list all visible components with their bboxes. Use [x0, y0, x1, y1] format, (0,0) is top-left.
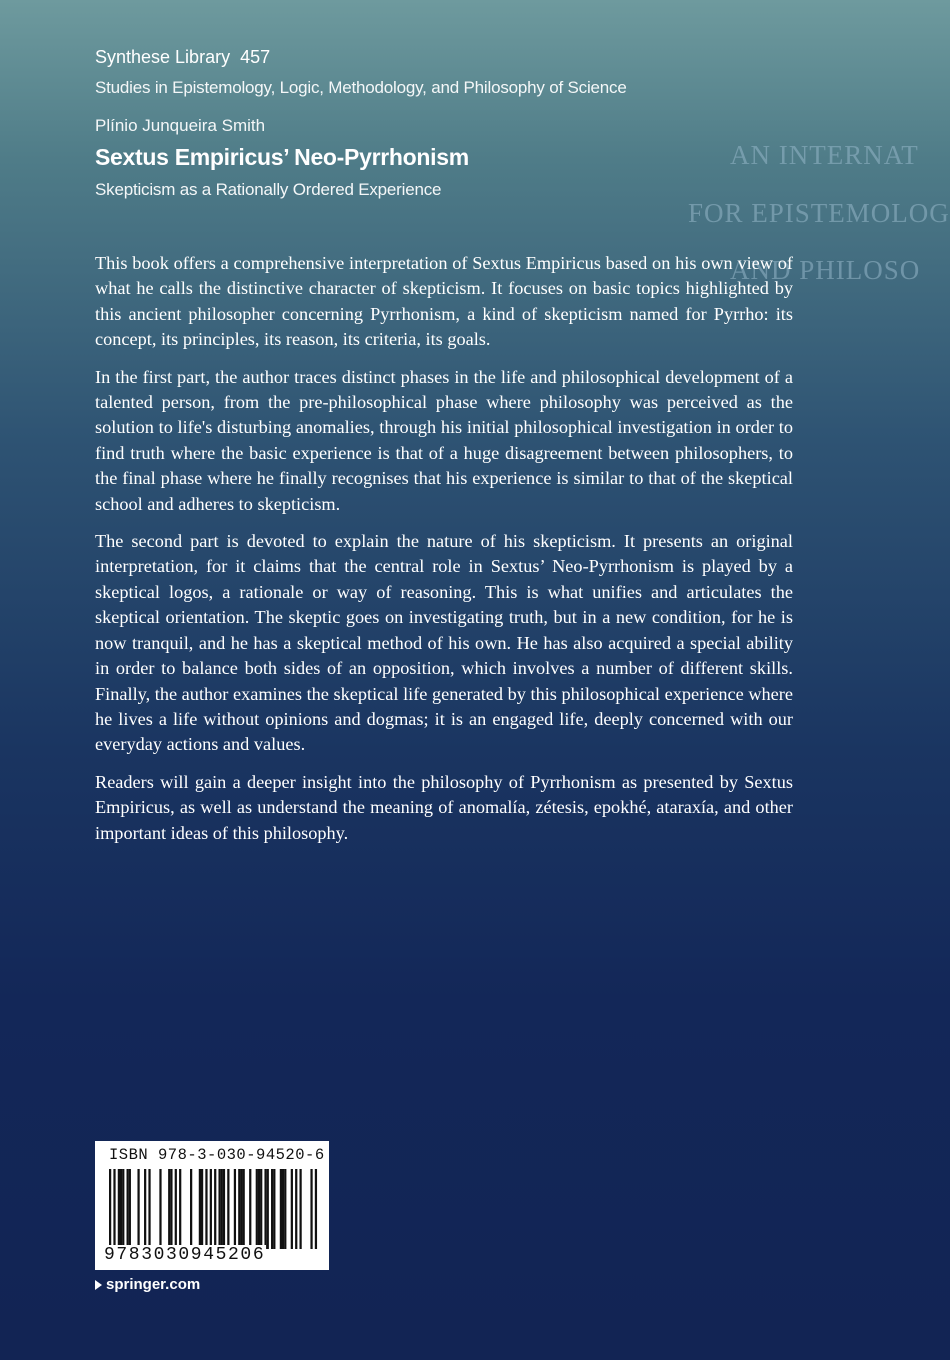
barcode-bar [199, 1169, 201, 1249]
barcode-bar [243, 1169, 245, 1249]
barcode-bar [291, 1169, 293, 1249]
barcode-bar [223, 1169, 225, 1249]
barcode-bar [175, 1169, 177, 1249]
barcode-bar [109, 1169, 111, 1249]
barcode-bar [258, 1169, 260, 1249]
barcode-bar [113, 1169, 115, 1249]
watermark-line-2: FOR EPISTEMOLOG [688, 198, 950, 228]
blurb-paragraph: In the first part, the author traces distinct phases in the life and philosophical development of a talented person, from the pre-philosophical phase where philosophy was perceived as the solution to life's disturbing anomalies, through his initial philosophical investigation in order to find truth where the basic experience is that of a huge disagreement between philosophers, to the final phase where he finally recognises that his experience is similar to that of the skeptical school and adheres to skepticism. [95, 366, 793, 514]
barcode-bar [227, 1169, 229, 1249]
barcode-bar [260, 1169, 262, 1249]
barcode-bars [109, 1169, 317, 1249]
barcode-bar [218, 1169, 220, 1249]
barcode-bar [249, 1169, 251, 1249]
barcode-bar [310, 1169, 312, 1249]
book-subtitle: Skepticism as a Rationally Ordered Experience [95, 180, 442, 199]
barcode-bar [201, 1169, 203, 1249]
barcode-bar [273, 1169, 275, 1249]
blurb-paragraph: This book offers a comprehensive interpretation of Sextus Empiricus based on his own view of what he calls the distinctive character of skepticism. It focuses on basic topics highlighted by this ancient philosopher concerning Pyrrhonism, a kind of skepticism named for Pyrrho: its concept, its principles, its reason, its criteria, its goals. [95, 253, 793, 350]
series-name: Synthese Library [95, 47, 231, 67]
barcode-bar [299, 1169, 301, 1249]
barcode-bar [168, 1169, 170, 1249]
series-number: 457 [240, 47, 271, 67]
barcode-bar [118, 1169, 120, 1249]
barcode-bar [267, 1169, 269, 1249]
series-subtitle: Studies in Epistemology, Logic, Methodology, and Philosophy of Science [95, 78, 627, 97]
barcode-bar [127, 1169, 129, 1249]
barcode-bar [284, 1169, 286, 1249]
barcode-bar [137, 1169, 139, 1249]
barcode-bar [210, 1169, 212, 1249]
blurb [95, 251, 793, 858]
barcode-bar [144, 1169, 146, 1249]
barcode-bar [234, 1169, 236, 1249]
barcode-bar [129, 1169, 131, 1249]
barcode-bar [221, 1169, 223, 1249]
barcode-bar [271, 1169, 273, 1249]
barcode-bar [179, 1169, 181, 1249]
barcode-bar [295, 1169, 297, 1249]
watermark-line-3: AND PHILOSO [730, 255, 921, 285]
barcode-bar [170, 1169, 172, 1249]
barcode-bar [205, 1169, 207, 1249]
publisher-link[interactable] [95, 1276, 200, 1293]
blurb-paragraph: Readers will gain a deeper insight into the philosophy of Pyrrhonism as presented by Sextus Empiricus, as well as understand the meaning of anomalía, zétesis, epokhé, ataraxía, and other important ideas of this philosophy. [95, 771, 793, 843]
book-title: Sextus Empiricus’ Neo-Pyrrhonism [95, 144, 469, 170]
barcode-bar [315, 1169, 317, 1249]
barcode-bar [148, 1169, 150, 1249]
series-heading [95, 47, 270, 68]
publisher-link-label: springer.com [106, 1276, 201, 1293]
barcode-bar [256, 1169, 258, 1249]
arrow-right-icon [95, 1280, 102, 1290]
isbn-label: ISBN 978-3-030-94520-6 [109, 1146, 325, 1164]
watermark-line-1: AN INTERNAT [730, 140, 919, 170]
barcode-bar [280, 1169, 282, 1249]
ean-digits: 9783030945206 [104, 1245, 266, 1265]
barcode-bar [159, 1169, 161, 1249]
barcode-bar [190, 1169, 192, 1249]
barcode-bar [122, 1169, 124, 1249]
author-name: Plínio Junqueira Smith [95, 116, 266, 135]
blurb-paragraph: The second part is devoted to explain the nature of his skepticism. It presents an original interpretation, for it claims that the central role in Sextus’ Neo-Pyrrhonism is played by a skeptical logos, a rationale or way of reasoning. This is what unifies and articulates the skeptical orientation. The skeptic goes on investigating truth, but in a new condition, for he is now tranquil, and he has a skeptical method of his own. He has also acquired a special ability in order to balance both sides of an opposition, which involves a number of different skills. Finally, the author examines the skeptical life generated by this philosophical experience where he lives a life without opinions and dogmas; it is an engaged life, deeply concerned with our everyday actions and values. [95, 531, 793, 755]
barcode-bar [214, 1169, 216, 1249]
barcode-bar [240, 1169, 242, 1249]
barcode-bar [264, 1169, 266, 1249]
barcode-block [95, 1141, 329, 1270]
barcode-bar [120, 1169, 122, 1249]
barcode-bar [238, 1169, 240, 1249]
barcode-bar [282, 1169, 284, 1249]
